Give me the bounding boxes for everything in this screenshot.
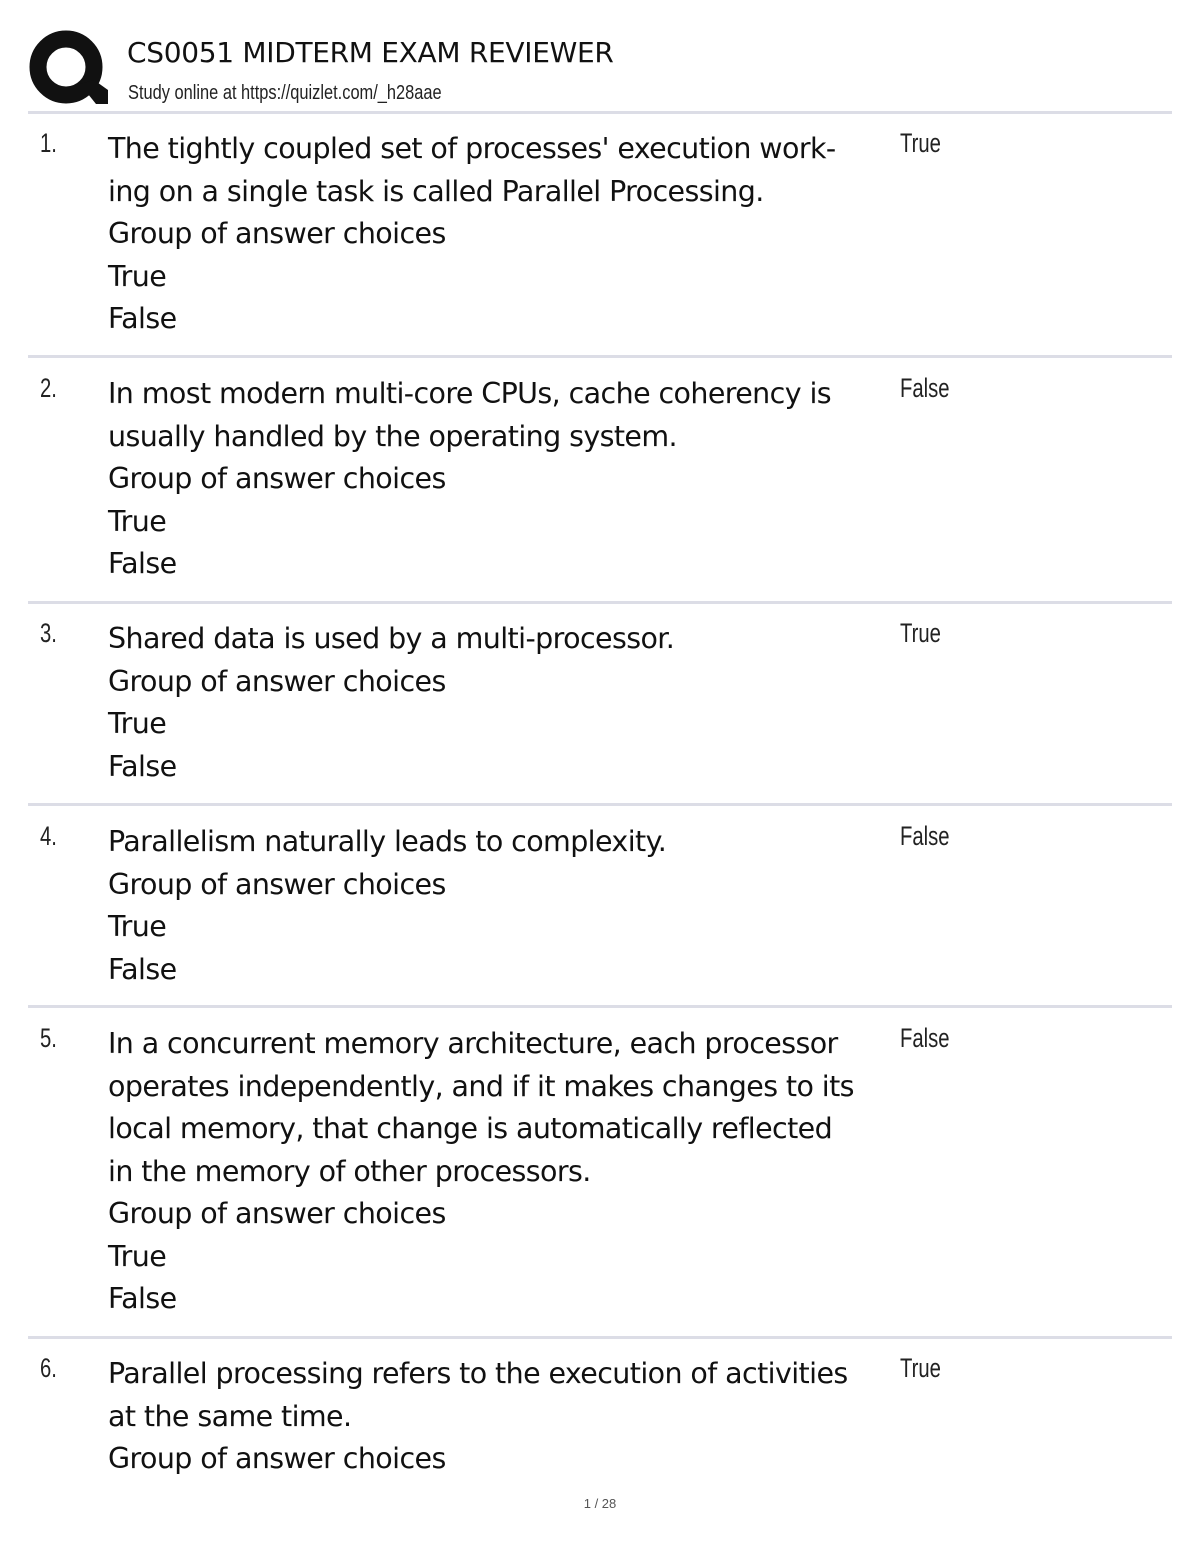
term-line: True xyxy=(108,1239,167,1273)
term-line: In a concurrent memory architecture, each processor xyxy=(108,1027,838,1060)
term-line: True xyxy=(108,707,167,740)
divider xyxy=(28,1005,1172,1008)
card-answer: False xyxy=(900,1023,950,1053)
term-line: Group of answer choices xyxy=(108,867,446,901)
term-line: The tightly coupled set of processes' execution work- xyxy=(108,132,836,165)
page-header xyxy=(0,0,1200,112)
card-answer: False xyxy=(900,373,950,403)
term-line: Group of answer choices xyxy=(108,462,446,495)
term-line: operates independently, and if it makes changes to its xyxy=(108,1069,854,1103)
term-line: Parallelism naturally leads to complexity. xyxy=(108,825,667,858)
divider xyxy=(28,601,1172,604)
divider xyxy=(28,355,1172,358)
term-line: ing on a single task is called Parallel Processing. xyxy=(108,174,764,208)
term-line: local memory, that change is automatically reflected xyxy=(108,1112,833,1145)
term-line: Parallel processing refers to the execution of activities xyxy=(108,1357,848,1390)
term-line: False xyxy=(108,1282,177,1315)
term-line: Group of answer choices xyxy=(108,217,446,250)
term-line: Group of answer choices xyxy=(108,1442,446,1475)
page-title: CS0051 MIDTERM EXAM REVIEWER xyxy=(127,36,614,69)
card-number: 4. xyxy=(40,821,57,851)
term-line: True xyxy=(108,504,167,538)
card-answer: False xyxy=(900,821,950,851)
card-answer: True xyxy=(900,618,941,648)
quizlet-logo-icon xyxy=(28,28,110,110)
card-term xyxy=(108,373,898,586)
card-term xyxy=(108,821,898,991)
card-number: 3. xyxy=(40,618,57,648)
term-line: True xyxy=(108,259,167,293)
divider xyxy=(28,803,1172,806)
term-line: False xyxy=(108,302,177,335)
term-line: Shared data is used by a multi-processor. xyxy=(108,622,675,655)
study-online-link[interactable]: Study online at https://quizlet.com/_h28aae xyxy=(128,82,442,104)
term-line: True xyxy=(108,910,167,943)
card-number: 5. xyxy=(40,1023,57,1053)
term-line: In most modern multi-core CPUs, cache coherency is xyxy=(108,377,832,410)
term-line: in the memory of other processors. xyxy=(108,1154,591,1188)
divider xyxy=(28,1336,1172,1339)
term-line: Group of answer choices xyxy=(108,1197,446,1230)
divider xyxy=(28,111,1172,114)
card-term xyxy=(108,128,898,341)
card-term xyxy=(108,1023,898,1321)
term-line: at the same time. xyxy=(108,1399,352,1433)
card-number: 1. xyxy=(40,128,57,158)
card-number: 2. xyxy=(40,373,57,403)
card-answer: True xyxy=(900,1353,941,1383)
card-term xyxy=(108,1353,898,1481)
term-line: usually handled by the operating system. xyxy=(108,419,677,453)
term-line: Group of answer choices xyxy=(108,664,446,698)
card-number: 6. xyxy=(40,1353,57,1383)
term-line: False xyxy=(108,952,177,986)
page-indicator: 1 / 28 xyxy=(583,1496,617,1511)
term-line: False xyxy=(108,749,177,783)
term-line: False xyxy=(108,547,177,580)
card-term xyxy=(108,618,898,788)
card-answer: True xyxy=(900,128,941,158)
